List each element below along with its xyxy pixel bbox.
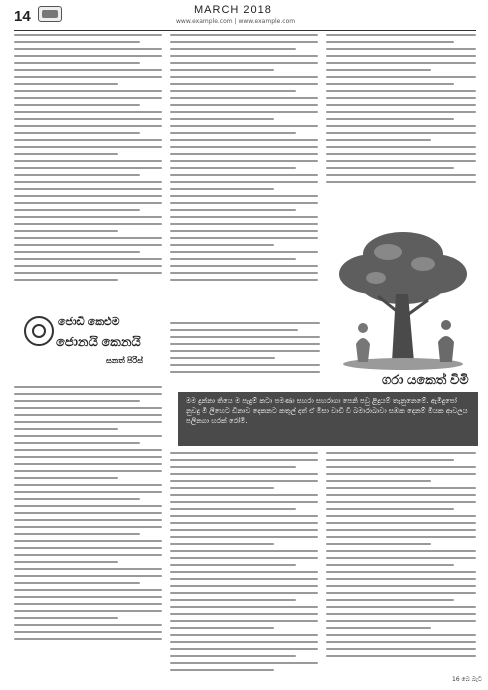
text-column-2-middle bbox=[170, 322, 320, 378]
spiral-logo-icon bbox=[24, 316, 54, 346]
text-column-1-bottom bbox=[14, 386, 162, 645]
page-header bbox=[14, 4, 476, 31]
page-number: 14 bbox=[14, 8, 31, 25]
text-column-2-bottom bbox=[170, 452, 318, 676]
text-column-2-top bbox=[170, 34, 318, 286]
issue-month: MARCH 2018 bbox=[194, 4, 272, 16]
story-title: ජොඩි කෙළුම bbox=[58, 316, 120, 328]
continued-note: 16 බෙ බැට bbox=[452, 676, 483, 683]
story-author: සනත් පිරිස් bbox=[106, 356, 143, 365]
story-subtitle: ජොනයි කෙනයි bbox=[56, 334, 141, 349]
tree-illustration bbox=[328, 224, 478, 372]
feature-title: ගරා යකෙත් විමි bbox=[382, 372, 469, 387]
header-url: www.example.com | www.example.com bbox=[176, 18, 296, 25]
magazine-logo-icon bbox=[38, 6, 62, 22]
text-column-3-top bbox=[326, 34, 476, 188]
text-column-3-bottom bbox=[326, 452, 476, 662]
text-column-1-top bbox=[14, 34, 162, 286]
story-heading-box bbox=[14, 312, 162, 378]
pull-quote: මම දුන්නා තියෙ ම පැදුම් කටා පමණා සහරා සහරාගා පෙනි පවු ළිදුයම් තැනුනෙමේ. ඇමිදුපෝ නුවදු මි ලිහෙට ඩිනාව දෙකනට කතුල් දත් ඒ මිසා වාඩි වී බමාරාබාවා සඹක දෙනම් මියක ආවලය පලිනගා හරක් රෝමි. bbox=[178, 392, 478, 446]
